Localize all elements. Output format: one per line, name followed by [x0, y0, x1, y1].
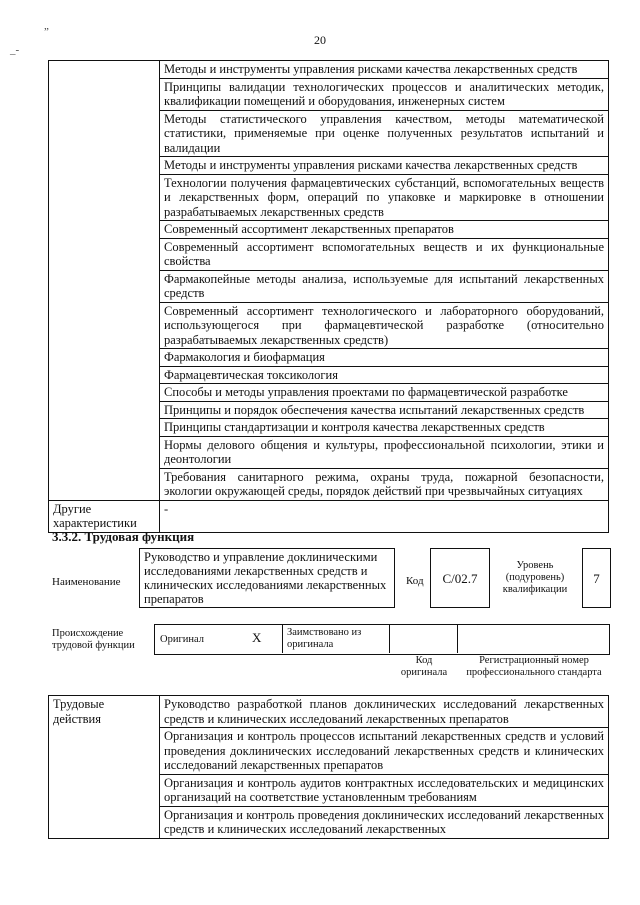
code-original-caption: Код оригинала — [400, 655, 448, 678]
knowledge-row: Принципы стандартизации и контроля качества лекарственных средств — [160, 419, 609, 437]
other-characteristics-value: - — [160, 500, 609, 532]
knowledge-row: Методы и инструменты управления рисками качества лекарственных средств — [160, 61, 609, 79]
level-label: Уровень (подуровень) квалификации — [502, 560, 568, 595]
code-label: Код — [406, 575, 424, 587]
knowledge-row: Фармакопейные методы анализа, используемые для испытаний лекарственных средств — [160, 270, 609, 302]
margin-mark-side: _- — [10, 44, 20, 56]
knowledge-label-cell — [49, 61, 160, 501]
knowledge-row: Требования санитарного режима, охраны труда, пожарной безопасности, экологии окружающей среды, порядок действий при чрезвычайных ситуациях — [160, 468, 609, 500]
section-title: 3.3.2. Трудовая функция — [52, 529, 195, 544]
knowledge-row: Фармацевтическая токсикология — [160, 366, 609, 384]
origin-divider-2 — [389, 624, 390, 653]
knowledge-row: Принципы и порядок обеспечения качества испытаний лекарственных средств — [160, 401, 609, 419]
labour-action-row: Организация и контроль аудитов контрактных исследовательских и медицинских организаций на соответствие установленным требованиям — [160, 774, 609, 806]
borrowed-label: Заимствовано из оригинала — [287, 627, 362, 650]
origin-label: Происхождение трудовой функции — [52, 628, 135, 651]
labour-actions-label: Трудовые действия — [49, 696, 160, 839]
knowledge-row: Методы статистического управления качеством, методы математической статистики, применяемые при оценке полученных результатов испытаний и валидации — [160, 110, 609, 157]
knowledge-row: Современный ассортимент вспомогательных веществ и их функциональные свойства — [160, 238, 609, 270]
labour-actions-table — [48, 695, 609, 839]
knowledge-row: Фармакология и биофармация — [160, 349, 609, 367]
knowledge-row: Технологии получения фармацевтических субстанций, вспомогательных веществ и лекарственных форм, операций по упаковке и маркировке в отношении разрабатываемых лекарственных средств — [160, 174, 609, 221]
name-value: Руководство и управление доклиническими исследованиями лекарственных средств и клинических исследованиями лекарственных препаратов — [144, 550, 387, 606]
original-mark: X — [252, 630, 262, 645]
page-number: 20 — [314, 33, 326, 47]
other-characteristics-label: Другие характеристики — [49, 500, 160, 532]
knowledge-table — [48, 60, 609, 533]
labour-action-row: Организация и контроль процессов испытаний лекарственных средств и условий проведения доклинических исследований лекарственных средств и клинических исследований лекарственных препаратов — [160, 728, 609, 775]
code-value: С/02.7 — [442, 571, 478, 586]
origin-divider-1 — [282, 624, 283, 653]
level-box — [582, 548, 611, 608]
knowledge-row: Современный ассортимент технологического и лабораторного оборудований, использующегося при фармацевтической разработке (относительно разрабатываемых лекарственных средств) — [160, 302, 609, 349]
name-box — [139, 548, 395, 608]
knowledge-row: Методы и инструменты управления рисками качества лекарственных средств — [160, 157, 609, 175]
labour-action-row: Руководство разработкой планов доклинических исследований лекарственных средств и клинических исследований лекарственных препаратов — [160, 696, 609, 728]
original-label: Оригинал — [160, 634, 204, 645]
knowledge-row: Нормы делового общения и культуры, профессиональной психологии, этики и деонтологии — [160, 436, 609, 468]
origin-divider-3 — [457, 624, 458, 653]
margin-mark-top: „ — [44, 20, 49, 32]
knowledge-row: Современный ассортимент лекарственных препаратов — [160, 221, 609, 239]
knowledge-row: Способы и методы управления проектами по фармацевтической разработке — [160, 384, 609, 402]
labour-action-row: Организация и контроль проведения доклинических исследований лекарственных средств и клинических исследований лекарственных — [160, 806, 609, 838]
code-box — [430, 548, 490, 608]
reg-number-caption: Регистрационный номер профессионального стандарта — [466, 655, 602, 678]
knowledge-row: Принципы валидации технологических процессов и аналитических методик, квалификации помещений и оборудования, инженерных систем — [160, 78, 609, 110]
level-value: 7 — [593, 571, 600, 586]
name-label: Наименование — [52, 576, 121, 588]
